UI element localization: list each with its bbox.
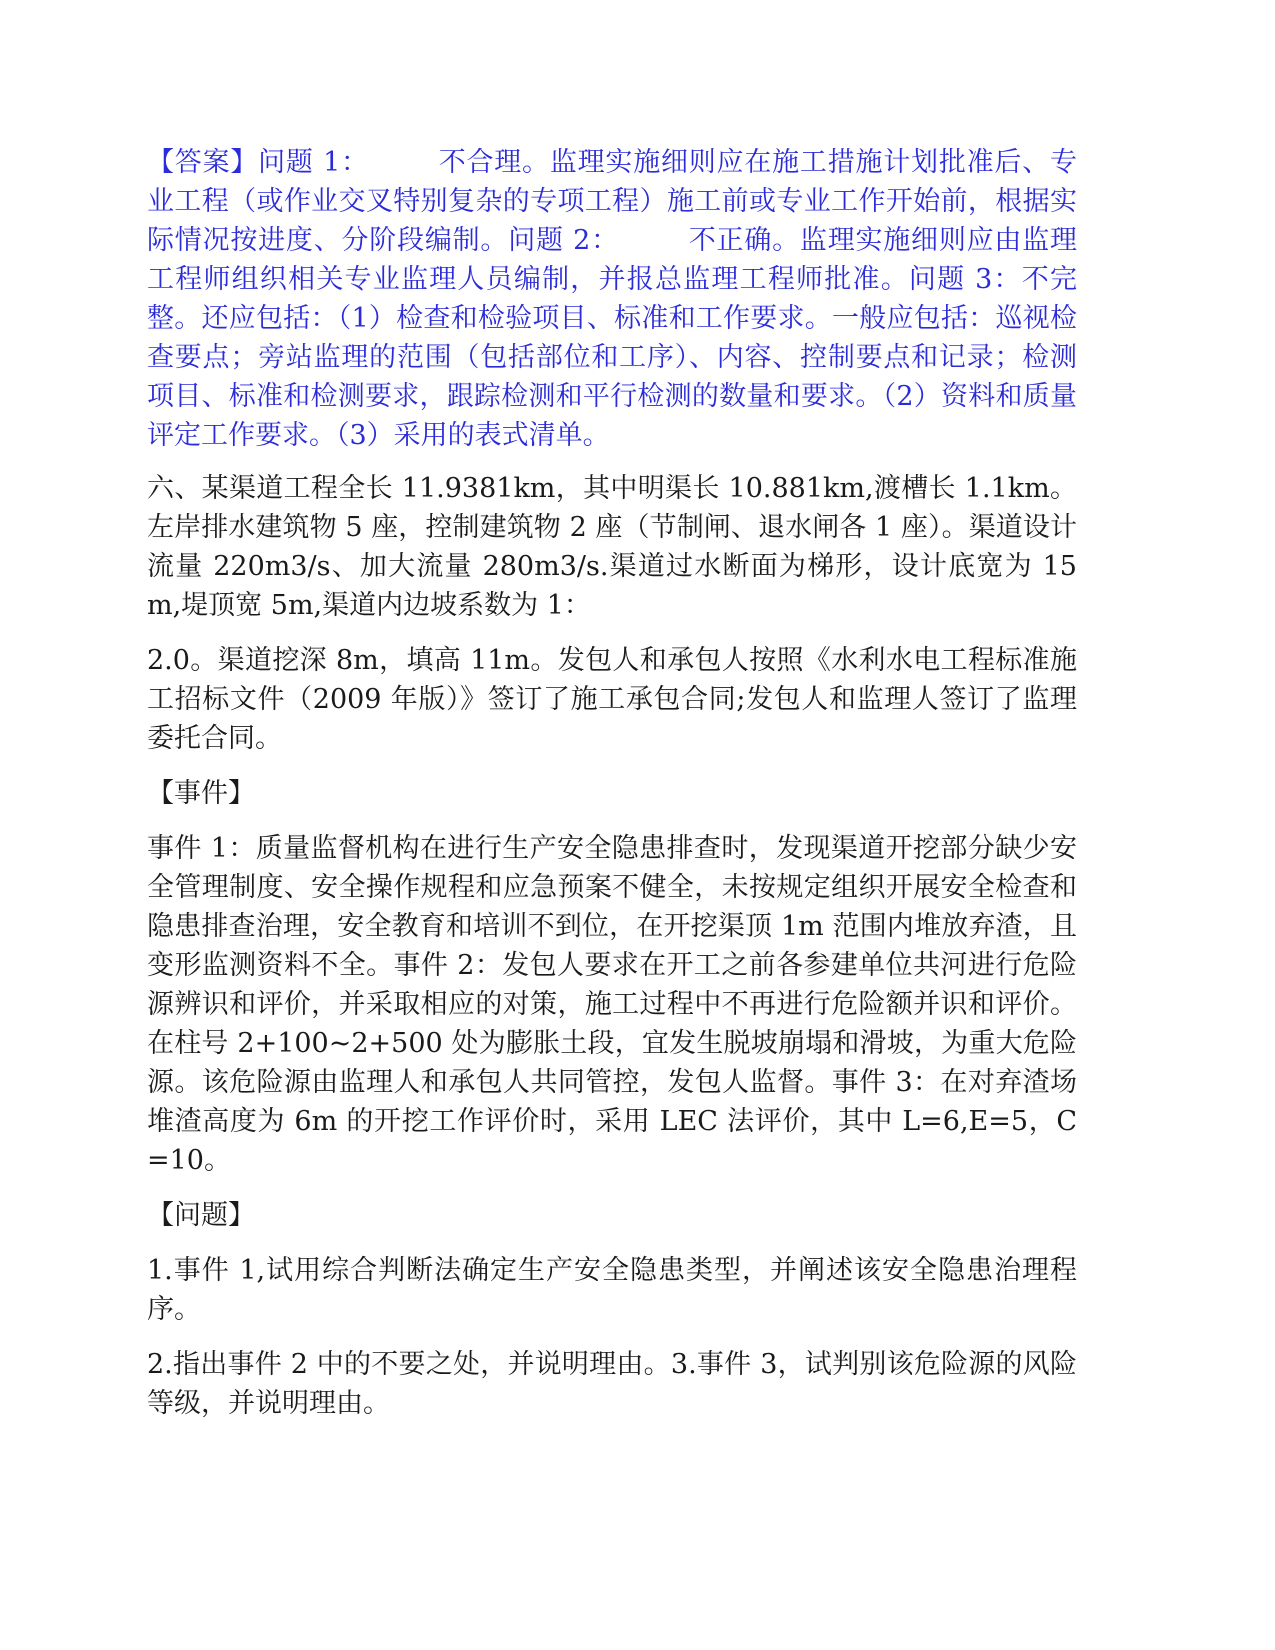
question-six-intro: 六、某渠道工程全长 11.9381km，其中明渠长 10.881km,渡槽长 1.1km。左岸排水建筑物 5 座，控制建筑物 2 座（节制闸、退水闸各 1 座）。渠道设计流量 220m3/s、加大流量 280m3/s.渠道过水断面为梯形，设计底宽为 15m,堤顶宽 5m,渠道内边坡系数为 1：: [147, 473, 1077, 621]
document-page: [147, 143, 1077, 1439]
question-item-2: 2.指出事件 2 中的不要之处，并说明理由。3.事件 3，试判别该危险源的风险等级，并说明理由。: [147, 1349, 1077, 1419]
question-six-continuation: 2.0。渠道挖深 8m，填高 11m。发包人和承包人按照《水利水电工程标准施工招标文件（2009 年版）》签订了施工承包合同;发包人和监理人签订了监理委托合同。: [147, 645, 1077, 754]
question-item-1: 1.事件 1,试用综合判断法确定生产安全隐患类型，并阐述该安全隐患治理程序。: [147, 1255, 1077, 1325]
events-heading: 【事件】: [147, 778, 255, 809]
events-paragraph: 事件 1：质量监督机构在进行生产安全隐患排查时，发现渠道开挖部分缺少安全管理制度、安全操作规程和应急预案不健全，未按规定组织开展安全检查和隐患排查治理，安全教育和培训不到位，在开挖渠顶 1m 范围内堆放弃渣，且变形监测资料不全。事件 2：发包人要求在开工之前各参建单位共河进行危险源辨识和评价，并采取相应的对策，施工过程中不再进行危险额并识和评价。在柱号 2+100~2+500 处为膨胀土段，宜发生脱坡崩塌和滑坡，为重大危险源。该危险源由监理人和承包人共同管控，发包人监督。事件 3：在对弃渣场堆渣高度为 6m 的开挖工作评价时，采用 LEC 法评价，其中 L=6,E=5，C=10。: [147, 833, 1077, 1176]
answer-paragraph: 【答案】问题 1： 不合理。监理实施细则应在施工措施计划批准后、专业工程（或作业交叉特别复杂的专项工程）施工前或专业工作开始前，根据实际情况按进度、分阶段编制。问题 2： 不正确。监理实施细则应由监理工程师组织相关专业监理人员编制，并报总监理工程师批准。问题 3：不完整。还应包括：（1）检查和检验项目、标准和工作要求。一般应包括：巡视检查要点；旁站监理的范围（包括部位和工序）、内容、控制要点和记录；检测项目、标准和检测要求，跟踪检测和平行检测的数量和要求。（2）资料和质量评定工作要求。（3）采用的表式清单。: [147, 147, 1077, 451]
questions-heading: 【问题】: [147, 1200, 255, 1231]
